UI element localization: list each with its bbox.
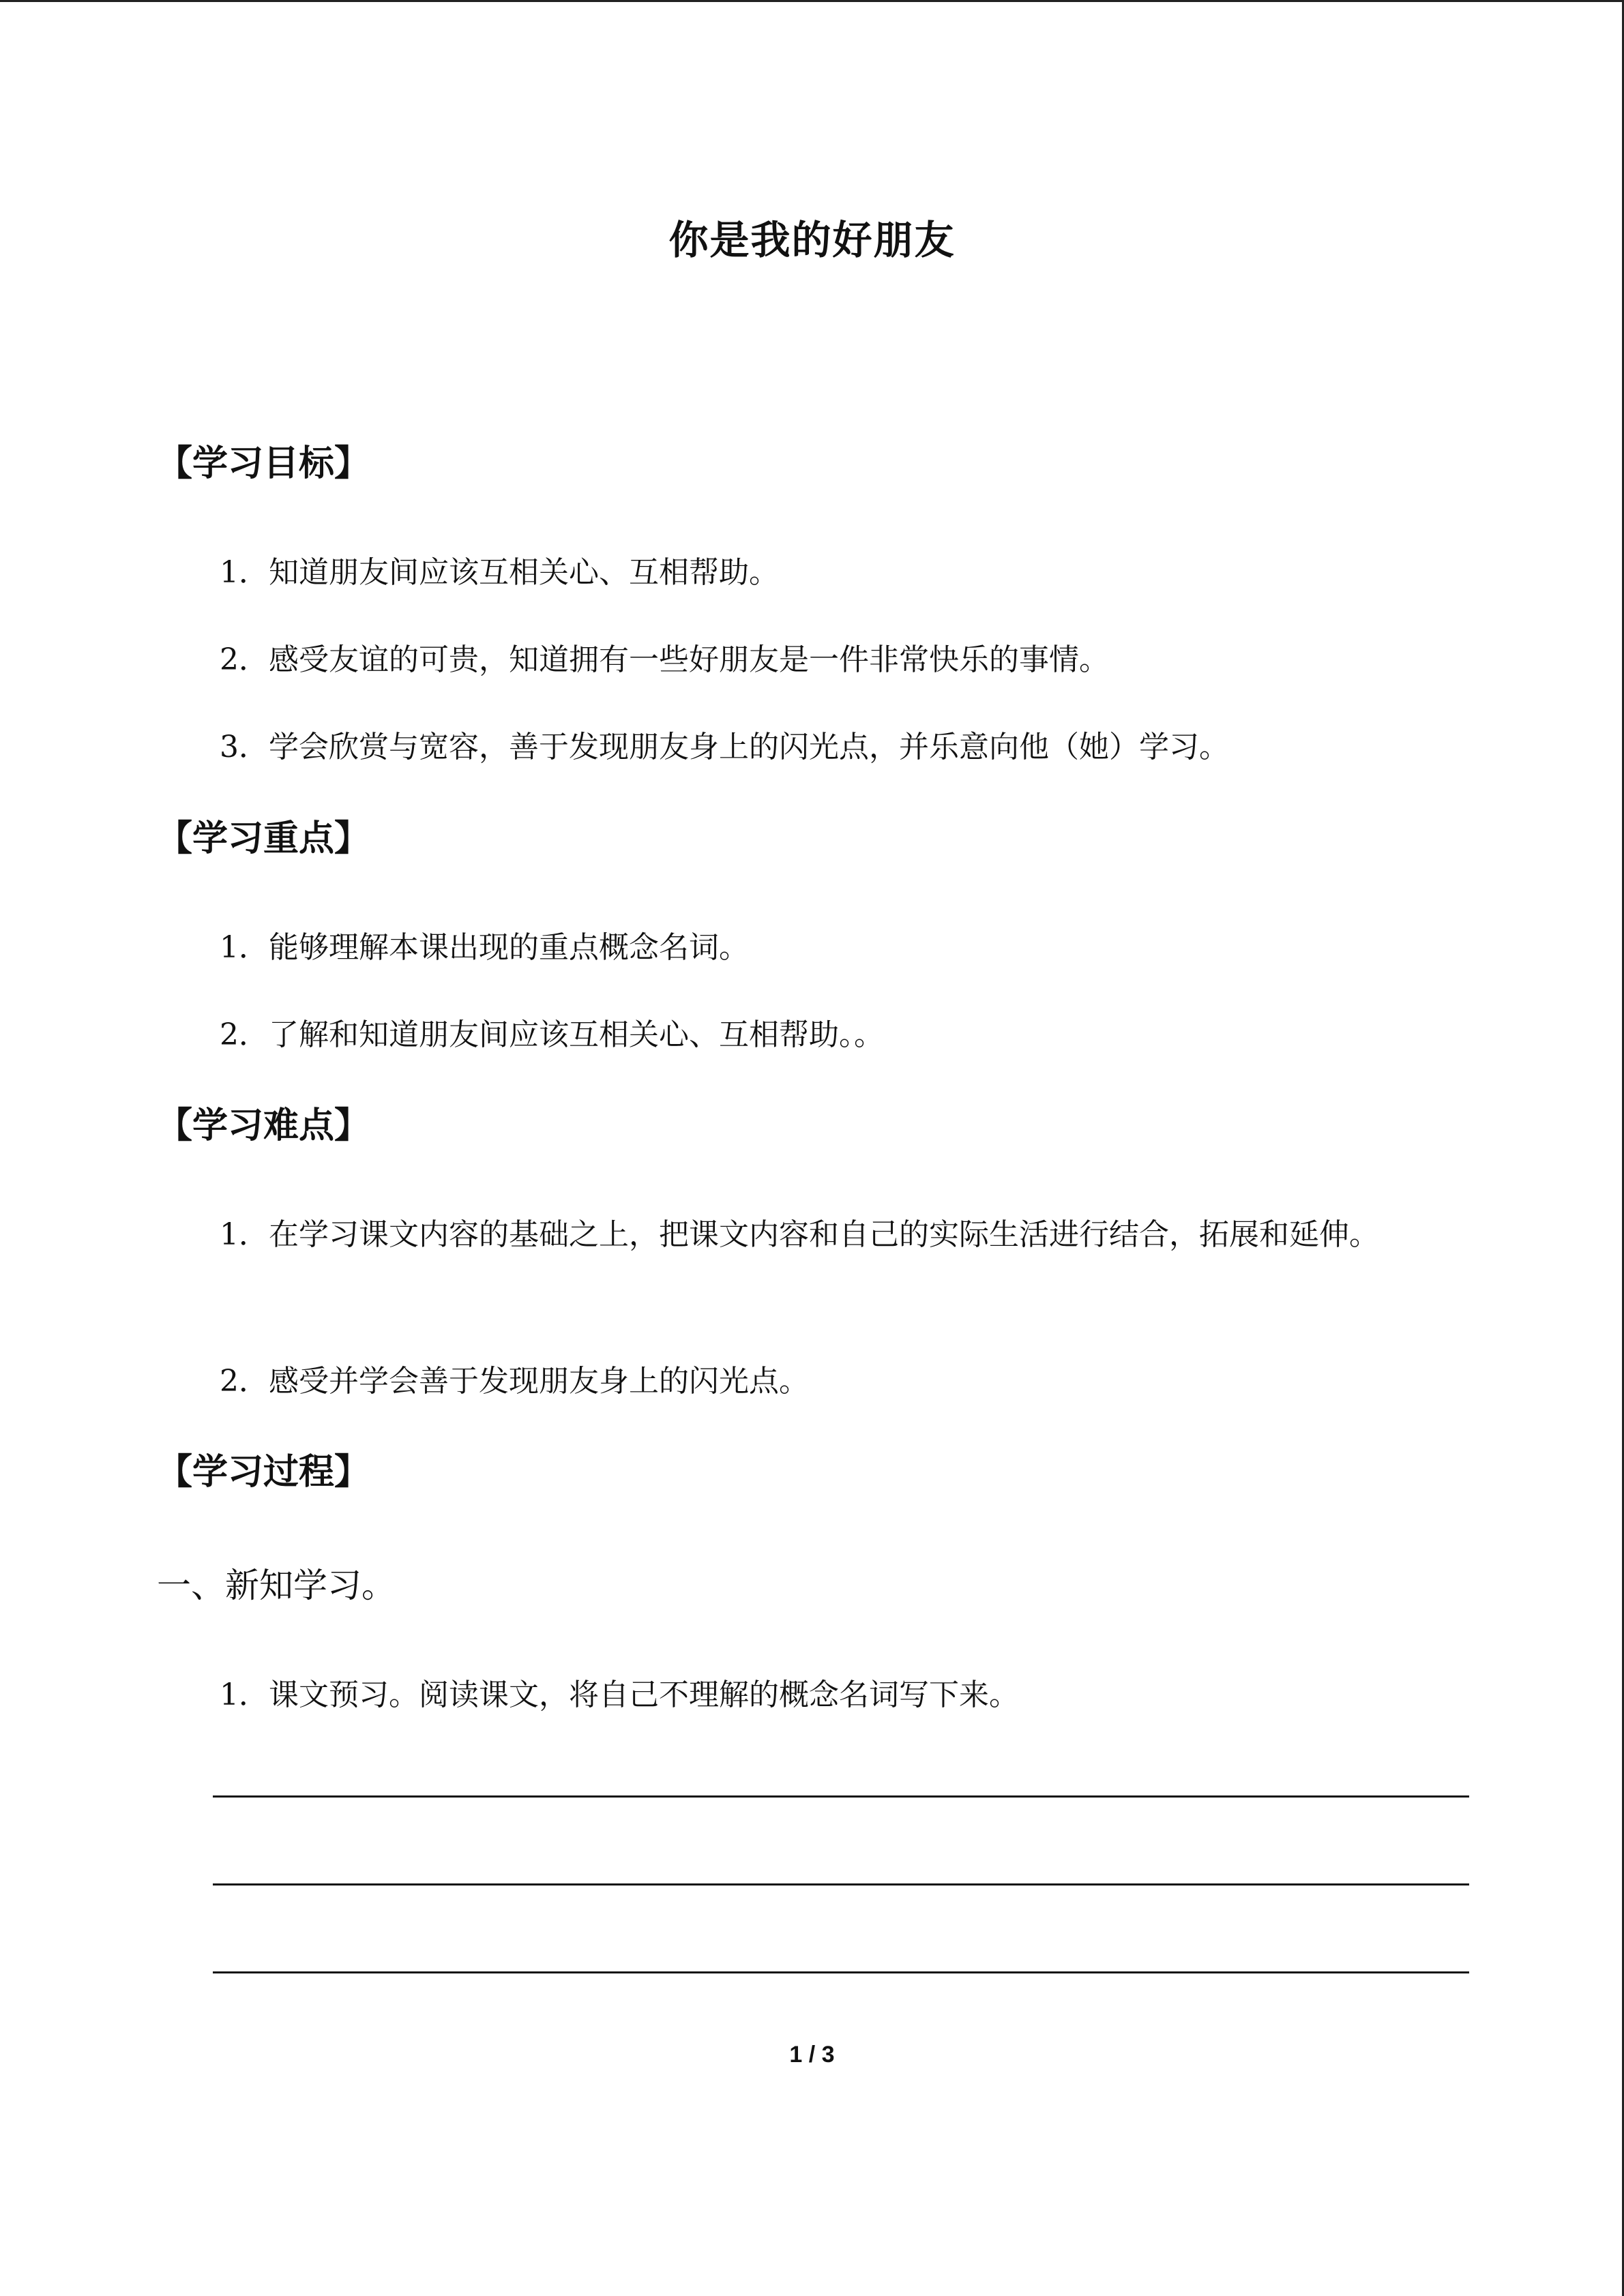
objective-item-2: 2．感受友谊的可贵，知道拥有一些好朋友是一件非常快乐的事情。 <box>220 642 1109 677</box>
subsection-new-knowledge: 一、新知学习。 <box>157 1566 396 1605</box>
difficulty-item-1: 1．在学习课文内容的基础之上，把课文内容和自己的实际生活进行结合，拓展和延伸。 <box>220 1217 1379 1252</box>
heading-key-points: 【学习重点】 <box>157 818 370 859</box>
process-item-1: 1．课文预习。阅读课文，将自己不理解的概念名词写下来。 <box>220 1678 1019 1712</box>
key-point-item-1: 1．能够理解本课出现的重点概念名词。 <box>220 930 749 965</box>
heading-difficulties: 【学习难点】 <box>157 1105 370 1146</box>
objective-item-3: 3．学会欣赏与宽容，善于发现朋友身上的闪光点，并乐意向他（她）学习。 <box>220 730 1229 764</box>
objective-item-1: 1．知道朋友间应该互相关心、互相帮助。 <box>220 555 779 590</box>
heading-process: 【学习过程】 <box>157 1451 370 1493</box>
difficulty-item-2: 2．感受并学会善于发现朋友身上的闪光点。 <box>220 1364 809 1399</box>
answer-line-1[interactable] <box>213 1795 1469 1798</box>
document-title: 你是我的好朋友 <box>668 217 956 263</box>
page-top-border <box>0 0 1624 2</box>
answer-line-2[interactable] <box>213 1883 1469 1885</box>
answer-line-3[interactable] <box>213 1971 1469 1973</box>
page-number: 1 / 3 <box>789 2042 835 2068</box>
heading-objectives: 【学习目标】 <box>157 443 370 484</box>
key-point-item-2: 2．了解和知道朋友间应该互相关心、互相帮助。。 <box>220 1017 884 1052</box>
